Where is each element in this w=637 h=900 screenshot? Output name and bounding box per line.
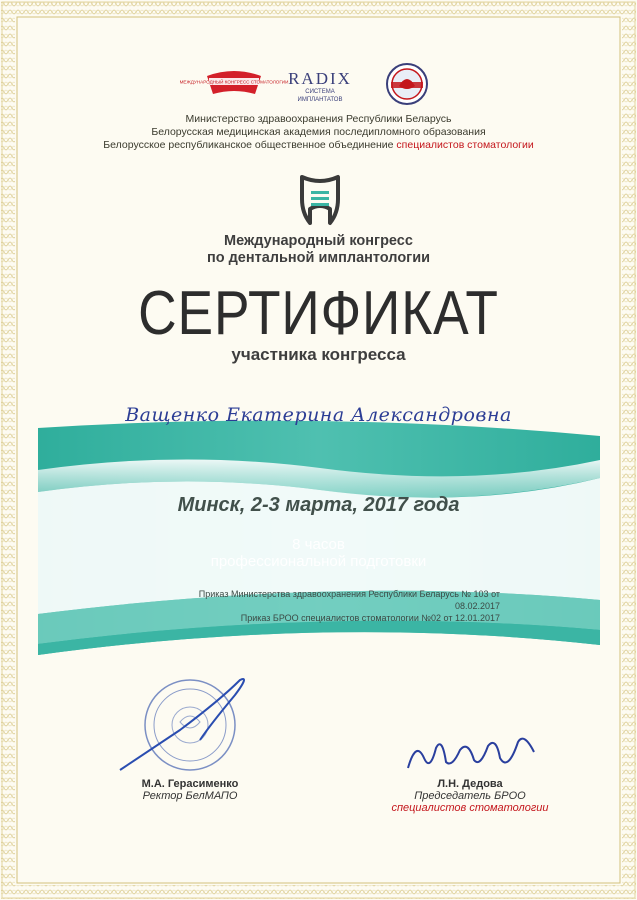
congress-title-line1: Международный конгресс <box>224 233 413 249</box>
order-association: Приказ БРОО специалистов стоматологии №02 от 12.01.2017 <box>240 613 500 623</box>
right-signatory-role: Председатель БРОО <box>414 790 526 802</box>
recipient-name: Ващенко Екатерина Александровна <box>125 404 512 426</box>
left-signatory-role: Ректор БелМАПО <box>142 790 238 802</box>
left-signatory-name: М.А. Герасименко <box>141 778 239 790</box>
organizer-academy: Белорусская медицинская академия последипломного образования <box>151 126 486 138</box>
hours-description: профессиональной подготовки <box>210 553 427 570</box>
svg-text:МЕЖДУНАРОДНЫЙ КОНГРЕСС СТОМАТО <box>180 78 289 85</box>
organizer-association-accent: специалистов стоматологии <box>396 139 534 151</box>
logo-row <box>0 62 637 106</box>
congress-logo-text: МЕЖДУНАРОДНЫЙ КОНГРЕСС СТОМАТОЛОГИИ <box>179 79 289 85</box>
certificate-title: СЕРТИФИКАТ <box>138 279 499 348</box>
right-signatory-name: Л.Н. Дедова <box>437 778 503 790</box>
congress-title-line2: по дентальной имплантологии <box>206 250 431 266</box>
radix-name: RADIX <box>288 69 352 88</box>
society-seal-logo <box>385 62 429 106</box>
tooth-icon <box>296 173 344 227</box>
congress-title <box>0 233 637 267</box>
organizer-association <box>0 139 637 152</box>
organizers-block <box>0 113 637 152</box>
congress-logo <box>179 68 289 98</box>
radix-logo <box>285 70 355 104</box>
signature-left <box>90 778 290 802</box>
orders-block <box>180 588 500 624</box>
place-and-date: Минск, 2-3 марта, 2017 года <box>177 494 460 516</box>
certificate-subtitle: участника конгресса <box>231 345 406 364</box>
radix-caption: СИСТЕМА ИМПЛАНТАТОВ <box>297 89 343 103</box>
right-signatory-role-accent: специалистов стоматологии <box>391 802 549 814</box>
signature-right <box>385 778 555 814</box>
stamp-and-signature-left <box>110 670 260 780</box>
organizer-association-prefix: Белорусское республиканское общественное объединение <box>103 139 394 151</box>
training-hours <box>0 536 637 570</box>
hours-count: 8 часов <box>292 536 345 553</box>
organizer-ministry: Министерство здравоохранения Республики Беларусь <box>185 113 452 125</box>
order-ministry: Приказ Министерства здравоохранения Республики Беларусь № 103 от 08.02.2017 <box>198 589 500 611</box>
handwritten-signature-right <box>400 728 550 778</box>
